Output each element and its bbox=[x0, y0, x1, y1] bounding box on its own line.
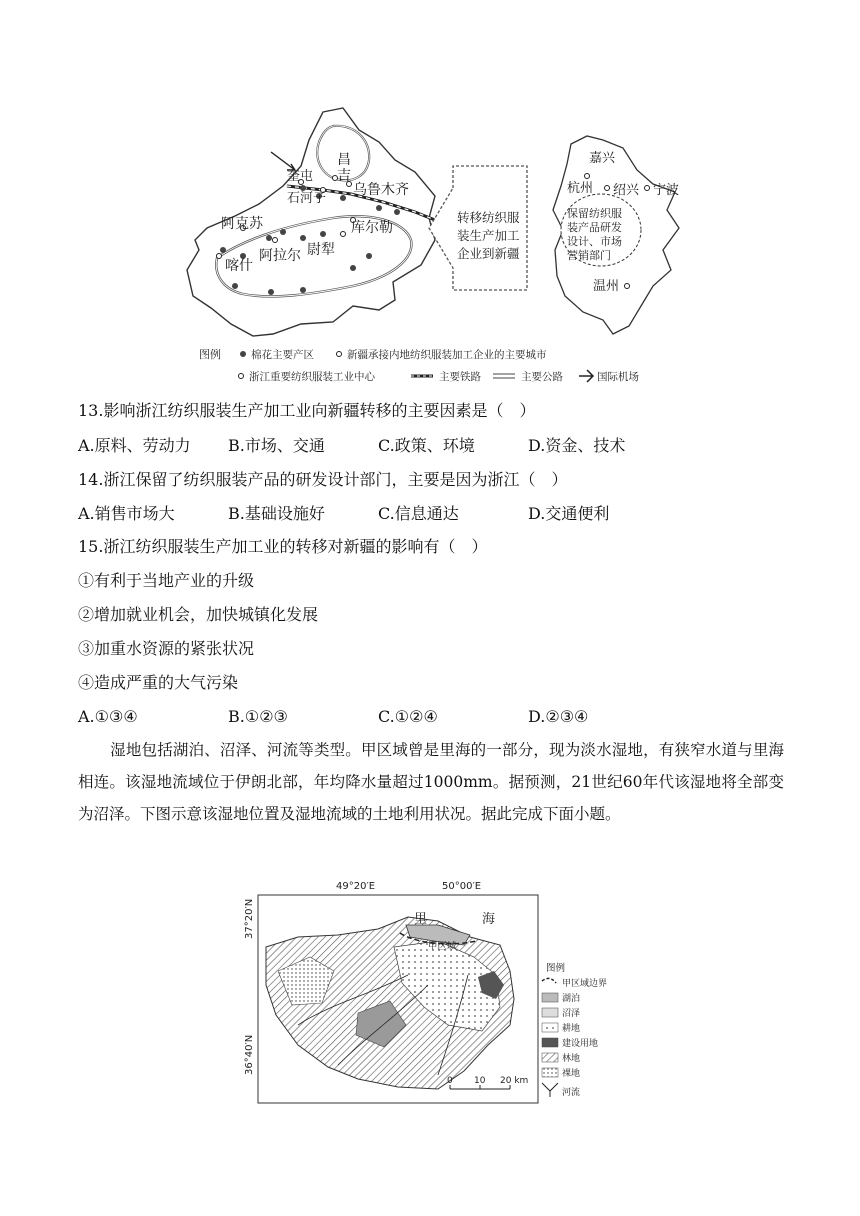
question-13-stem: 13.影响浙江纺织服装生产加工业向新疆转移的主要因素是（ ） bbox=[78, 401, 536, 420]
legend2-builtup: 建设用地 bbox=[562, 1039, 599, 1049]
q13-option-d: D.资金、技术 bbox=[528, 436, 626, 455]
legend2-bare: 裸地 bbox=[562, 1069, 581, 1079]
sea-label-2: 海 bbox=[482, 912, 496, 927]
q14-option-a: A.销售市场大 bbox=[78, 504, 175, 523]
legend2-boundary: 甲区域边界 bbox=[562, 979, 608, 989]
q15-option-c: C.①②④ bbox=[378, 707, 438, 726]
legend2-farmland: 耕地 bbox=[562, 1024, 581, 1034]
legend1-cotton: 棉花主要产区 bbox=[251, 349, 314, 361]
legend1-zhejiang-center: 浙江重要纺织服装工业中心 bbox=[249, 371, 375, 383]
arrow-text-3: 企业到新疆 bbox=[457, 246, 520, 261]
legend2-river: 河流 bbox=[562, 1088, 581, 1098]
oval-text-4: 营销部门 bbox=[567, 249, 611, 262]
legend1-title: 图例 bbox=[199, 348, 221, 361]
airplane-icon bbox=[271, 152, 295, 170]
q15-option-a: A.①③④ bbox=[78, 707, 138, 726]
q15-statement-3: ③加重水资源的紧张状况 bbox=[78, 639, 255, 658]
city-urumqi: 乌鲁木齐 bbox=[353, 182, 409, 198]
city-jiaxing: 嘉兴 bbox=[589, 151, 616, 166]
arrow-text-2: 装生产加工 bbox=[457, 228, 520, 243]
city-shihezi: 石河子 bbox=[287, 191, 327, 206]
city-wenzhou: 温州 bbox=[593, 279, 620, 294]
q14-option-d: D.交通便利 bbox=[528, 504, 610, 523]
region-label: 甲区域 bbox=[428, 941, 457, 952]
city-kuitun: 奎屯 bbox=[287, 169, 314, 184]
scale-0: 0 bbox=[447, 1076, 453, 1086]
city-hangzhou: 杭州 bbox=[567, 181, 594, 196]
question-14-stem: 14.浙江保留了纺织服装产品的研发设计部门，主要是因为浙江（ ） bbox=[78, 470, 568, 489]
q15-option-d: D.②③④ bbox=[528, 707, 589, 726]
q13-option-b: B.市场、交通 bbox=[228, 436, 325, 455]
q15-statement-2: ②增加就业机会，加快城镇化发展 bbox=[78, 605, 319, 624]
q13-option-a: A.原料、劳动力 bbox=[78, 436, 191, 455]
wetland-passage bbox=[78, 734, 784, 830]
city-ningbo: 宁波 bbox=[653, 183, 680, 198]
legend1-airport: 国际机场 bbox=[597, 371, 639, 383]
city-kashgar: 喀什 bbox=[225, 258, 253, 274]
q15-statement-1: ①有利于当地产业的升级 bbox=[78, 571, 255, 590]
arrow-text-1: 转移纺织服 bbox=[457, 210, 520, 225]
q13-option-c: C.政策、环境 bbox=[378, 436, 475, 455]
legend1-airplane-icon bbox=[579, 370, 593, 382]
lon-label-2: 50°00′E bbox=[442, 881, 482, 892]
legend1-railway: 主要铁路 bbox=[439, 371, 481, 383]
lat-label-1: 37°20′N bbox=[244, 898, 255, 939]
q14-option-b: B.基础设施好 bbox=[228, 504, 325, 523]
xinjiang-zhejiang-map bbox=[183, 100, 688, 385]
oval-text-2: 装产品研发 bbox=[567, 221, 622, 234]
q15-option-b: B.①②③ bbox=[228, 707, 288, 726]
legend2-marsh: 沼泽 bbox=[562, 1009, 581, 1019]
wetland-landuse-map bbox=[238, 875, 633, 1107]
scale-10: 10 bbox=[474, 1076, 486, 1086]
q15-statement-4: ④造成严重的大气污染 bbox=[78, 673, 239, 692]
legend2-lake: 湖泊 bbox=[562, 994, 581, 1004]
city-changji-1: 昌 bbox=[337, 152, 351, 168]
city-aksu: 阿克苏 bbox=[221, 216, 263, 232]
legend2-forest: 林地 bbox=[562, 1054, 581, 1064]
legend1-xinjiang-city: 新疆承接内地纺织服装加工企业的主要城市 bbox=[347, 349, 547, 361]
legend2-title: 图例 bbox=[546, 963, 566, 974]
oval-text-3: 设计、市场 bbox=[567, 235, 622, 248]
lon-label-1: 49°20′E bbox=[336, 881, 376, 892]
passage-text: 湿地包括湖泊、沼泽、河流等类型。甲区域曾是里海的一部分，现为淡水湿地，有狭窄水道与里海相连。该湿地流域位于伊朗北部，年均降水量超过1000mm。据预测，21世纪60年代该湿地将全部变为沼泽。下图示意该湿地位置及湿地流域的土地利用状况。据此完成下面小题。 bbox=[78, 741, 784, 823]
city-aral: 阿拉尔 bbox=[259, 248, 301, 264]
city-shaoxing: 绍兴 bbox=[613, 183, 640, 198]
q14-option-c: C.信息通达 bbox=[378, 504, 459, 523]
city-korla: 库尔勒 bbox=[351, 220, 393, 236]
oval-text-1: 保留纺织服 bbox=[567, 207, 622, 220]
question-15-stem: 15.浙江纺织服装生产加工业的转移对新疆的影响有（ ） bbox=[78, 537, 488, 556]
city-yuli: 尉犁 bbox=[307, 242, 335, 258]
city-changji-2: 吉 bbox=[337, 168, 351, 184]
lat-label-2: 36°40′N bbox=[244, 1034, 255, 1075]
scale-20: 20 km bbox=[500, 1076, 529, 1086]
legend1-road: 主要公路 bbox=[521, 371, 563, 383]
